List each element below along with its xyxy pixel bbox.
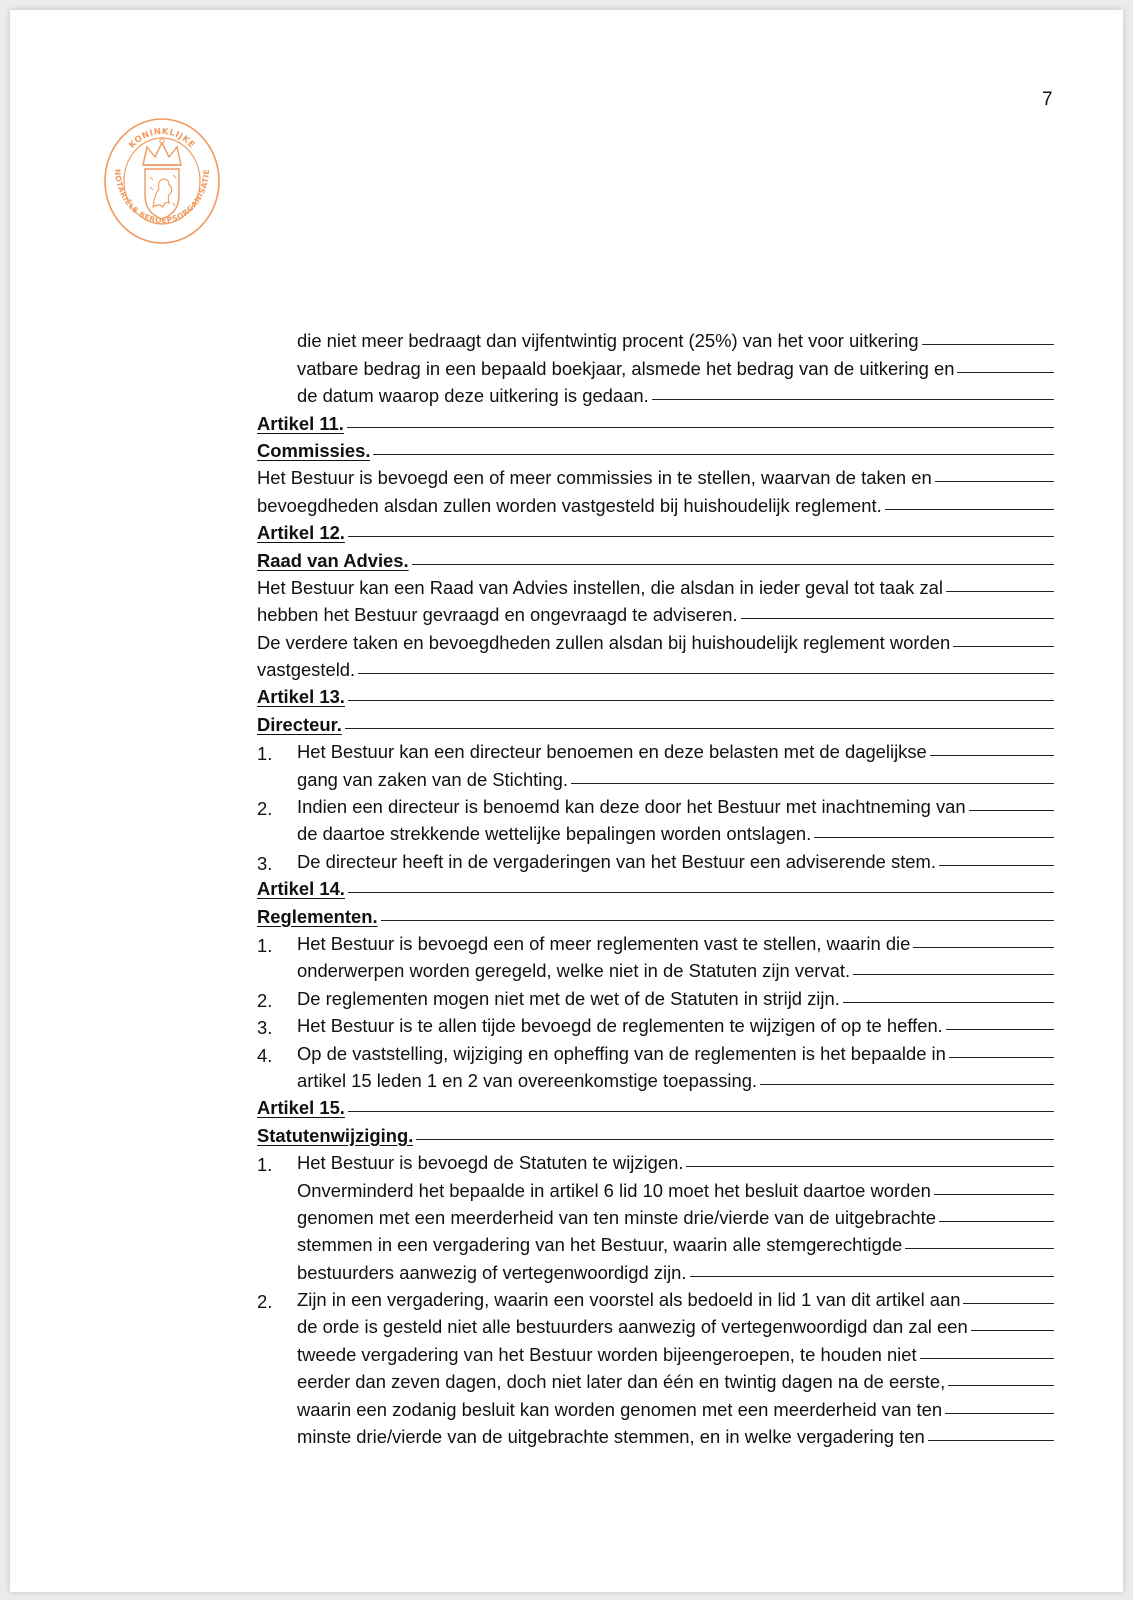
- line-text: die niet meer bedraagt dan vijfentwintig procent (25%) van het voor uitkering: [297, 330, 919, 352]
- article-heading-line: [257, 519, 1054, 546]
- line-text: Op de vaststelling, wijziging en opheffing van de reglementen is het bepaalde in: [297, 1042, 946, 1064]
- line-text: artikel 15 leden 1 en 2 van overeenkomstige toepassing.: [297, 1069, 758, 1091]
- line-text: onderwerpen worden geregeld, welke niet in de Statuten zijn vervat.: [297, 960, 851, 982]
- line-text: Het Bestuur is bevoegd een of meer reglementen vast te stellen, waarin die: [297, 932, 911, 954]
- line-text: Onverminderd het bepaalde in artikel 6 lid 10 moet het besluit daartoe worden: [297, 1179, 931, 1201]
- line-filler-rule: [934, 1194, 1054, 1195]
- line-text: vastgesteld.: [257, 659, 356, 681]
- text-line: [257, 382, 1054, 409]
- line-text: de datum waarop deze uitkering is gedaan.: [297, 385, 649, 407]
- article-heading-text: Artikel 12.: [257, 522, 345, 544]
- text-line: [257, 820, 1054, 847]
- line-text: bestuurders aanwezig of vertegenwoordigd zijn.: [297, 1261, 687, 1283]
- numbered-clause-line: [257, 1039, 1054, 1066]
- article-heading-line: [257, 902, 1054, 929]
- text-line: [257, 327, 1054, 354]
- line-text: Het Bestuur is bevoegd een of meer commissies in te stellen, waarvan de taken en: [257, 467, 932, 489]
- line-text: de orde is gesteld niet alle bestuurders aanwezig of vertegenwoordigd dan zal een: [297, 1316, 968, 1338]
- text-line: [257, 628, 1054, 655]
- clause-number: 1.: [257, 934, 273, 956]
- text-line: [257, 1204, 1054, 1231]
- text-line: [257, 1423, 1054, 1450]
- article-heading-text: Artikel 13.: [257, 686, 345, 708]
- line-filler-rule: [905, 1248, 1054, 1249]
- line-filler-rule: [971, 1330, 1054, 1331]
- line-filler-rule: [814, 837, 1054, 838]
- line-filler-rule: [935, 481, 1054, 482]
- line-text: De reglementen mogen niet met de wet of de Statuten in strijd zijn.: [297, 987, 840, 1009]
- line-text: de daartoe strekkende wettelijke bepalingen worden ontslagen.: [297, 823, 812, 845]
- notary-seal-logo: [103, 117, 221, 245]
- line-filler-rule: [885, 509, 1054, 510]
- line-text: hebben het Bestuur gevraagd en ongevraagd te adviseren.: [257, 604, 738, 626]
- clause-number: 2.: [257, 1291, 273, 1313]
- line-text: stemmen in een vergadering van het Bestuur, waarin alle stemgerechtigde: [297, 1234, 903, 1256]
- line-text: genomen met een meerderheid van ten minste drie/vierde van de uitgebrachte: [297, 1206, 936, 1228]
- line-filler-rule: [853, 974, 1054, 975]
- article-heading-line: [257, 710, 1054, 737]
- text-line: [257, 1231, 1054, 1258]
- line-filler-rule: [348, 700, 1054, 701]
- article-heading-line: [257, 875, 1054, 902]
- line-filler-rule: [946, 591, 1054, 592]
- line-text: vatbare bedrag in een bepaald boekjaar, alsmede het bedrag van de uitkering en: [297, 357, 955, 379]
- numbered-clause-line: [257, 1012, 1054, 1039]
- line-filler-rule: [571, 783, 1054, 784]
- document-page: [10, 10, 1123, 1592]
- line-filler-rule: [957, 372, 1054, 373]
- line-filler-rule: [963, 1303, 1054, 1304]
- line-filler-rule: [928, 1440, 1054, 1441]
- article-heading-text: Reglementen.: [257, 905, 378, 927]
- clause-number: 2.: [257, 798, 273, 820]
- line-text: bevoegdheden alsdan zullen worden vastgesteld bij huishoudelijk reglement.: [257, 494, 882, 516]
- text-line: [257, 1176, 1054, 1203]
- article-heading-line: [257, 409, 1054, 436]
- article-heading-text: Artikel 11.: [257, 412, 344, 434]
- line-text: De verdere taken en bevoegdheden zullen alsdan bij huishoudelijk reglement worden: [257, 631, 951, 653]
- line-filler-rule: [939, 865, 1054, 866]
- clause-number: 1.: [257, 1154, 273, 1176]
- line-filler-rule: [348, 1111, 1054, 1112]
- text-line: [257, 1067, 1054, 1094]
- line-filler-rule: [953, 646, 1054, 647]
- line-filler-rule: [741, 618, 1054, 619]
- line-text: waarin een zodanig besluit kan worden genomen met een meerderheid van ten: [297, 1398, 943, 1420]
- line-text: Het Bestuur is te allen tijde bevoegd de reglementen te wijzigen of op te heffen.: [297, 1015, 943, 1037]
- article-heading-line: [257, 546, 1054, 573]
- numbered-clause-line: [257, 1286, 1054, 1313]
- line-filler-rule: [412, 564, 1054, 565]
- line-text: minste drie/vierde van de uitgebrachte stemmen, en in welke vergadering ten: [297, 1426, 925, 1448]
- line-text: Indien een directeur is benoemd kan deze door het Bestuur met inachtneming van: [297, 796, 966, 818]
- numbered-clause-line: [257, 930, 1054, 957]
- clause-number: 3.: [257, 852, 273, 874]
- text-line: [257, 464, 1054, 491]
- line-filler-rule: [347, 427, 1054, 428]
- line-text: De directeur heeft in de vergaderingen van het Bestuur een adviserende stem.: [297, 850, 936, 872]
- line-filler-rule: [930, 755, 1054, 756]
- text-line: [257, 1258, 1054, 1285]
- page-number: 7: [1042, 89, 1053, 110]
- article-heading-text: Artikel 15.: [257, 1097, 345, 1119]
- text-line: [257, 656, 1054, 683]
- article-heading-line: [257, 437, 1054, 464]
- text-line: [257, 354, 1054, 381]
- line-text: gang van zaken van de Stichting.: [297, 768, 568, 790]
- numbered-clause-line: [257, 1149, 1054, 1176]
- line-text: Het Bestuur kan een Raad van Advies instellen, die alsdan in ieder geval tot taak zal: [257, 576, 943, 598]
- line-filler-rule: [913, 947, 1054, 948]
- text-line: [257, 1340, 1054, 1367]
- line-filler-rule: [920, 1358, 1054, 1359]
- article-heading-text: Directeur.: [257, 713, 342, 735]
- line-filler-rule: [760, 1084, 1054, 1085]
- line-filler-rule: [948, 1385, 1054, 1386]
- text-line: [257, 1313, 1054, 1340]
- article-heading-line: [257, 1121, 1054, 1148]
- numbered-clause-line: [257, 793, 1054, 820]
- text-line: [257, 491, 1054, 518]
- clause-number: 3.: [257, 1017, 273, 1039]
- line-filler-rule: [945, 1413, 1054, 1414]
- clause-number: 1.: [257, 743, 273, 765]
- line-filler-rule: [373, 454, 1054, 455]
- line-text: tweede vergadering van het Bestuur worden bijeengeroepen, te houden niet: [297, 1343, 917, 1365]
- article-heading-text: Artikel 14.: [257, 878, 345, 900]
- line-filler-rule: [358, 673, 1054, 674]
- text-line: [257, 601, 1054, 628]
- line-filler-rule: [946, 1029, 1054, 1030]
- svg-text:NOTARIËLE BEROEPSORGANISATIE: NOTARIËLE BEROEPSORGANISATIE: [112, 168, 212, 226]
- line-filler-rule: [686, 1166, 1054, 1167]
- line-filler-rule: [690, 1276, 1055, 1277]
- text-line: [257, 957, 1054, 984]
- text-line: [257, 765, 1054, 792]
- line-filler-rule: [922, 344, 1054, 345]
- line-filler-rule: [843, 1002, 1054, 1003]
- line-text: Het Bestuur kan een directeur benoemen en deze belasten met de dagelijkse: [297, 741, 927, 763]
- article-heading-line: [257, 683, 1054, 710]
- line-filler-rule: [969, 810, 1054, 811]
- line-text: eerder dan zeven dagen, doch niet later dan één en twintig dagen na de eerste,: [297, 1371, 946, 1393]
- document-body: [257, 327, 1054, 1450]
- line-filler-rule: [949, 1057, 1054, 1058]
- numbered-clause-line: [257, 738, 1054, 765]
- line-text: Het Bestuur is bevoegd de Statuten te wijzigen.: [297, 1152, 684, 1174]
- numbered-clause-line: [257, 984, 1054, 1011]
- article-heading-text: Statutenwijziging.: [257, 1124, 414, 1146]
- clause-number: 4.: [257, 1044, 273, 1066]
- line-filler-rule: [939, 1221, 1054, 1222]
- text-line: [257, 1368, 1054, 1395]
- line-filler-rule: [345, 728, 1054, 729]
- line-filler-rule: [381, 920, 1054, 921]
- clause-number: 2.: [257, 989, 273, 1011]
- numbered-clause-line: [257, 847, 1054, 874]
- article-heading-text: Commissies.: [257, 439, 371, 461]
- article-heading-text: Raad van Advies.: [257, 549, 409, 571]
- line-filler-rule: [652, 399, 1054, 400]
- text-line: [257, 1395, 1054, 1422]
- svg-text:KONINKLIJKE: KONINKLIJKE: [127, 126, 197, 151]
- line-filler-rule: [416, 1139, 1054, 1140]
- line-text: Zijn in een vergadering, waarin een voorstel als bedoeld in lid 1 van dit artikel aan: [297, 1289, 961, 1311]
- line-filler-rule: [348, 536, 1054, 537]
- article-heading-line: [257, 1094, 1054, 1121]
- text-line: [257, 574, 1054, 601]
- line-filler-rule: [348, 892, 1054, 893]
